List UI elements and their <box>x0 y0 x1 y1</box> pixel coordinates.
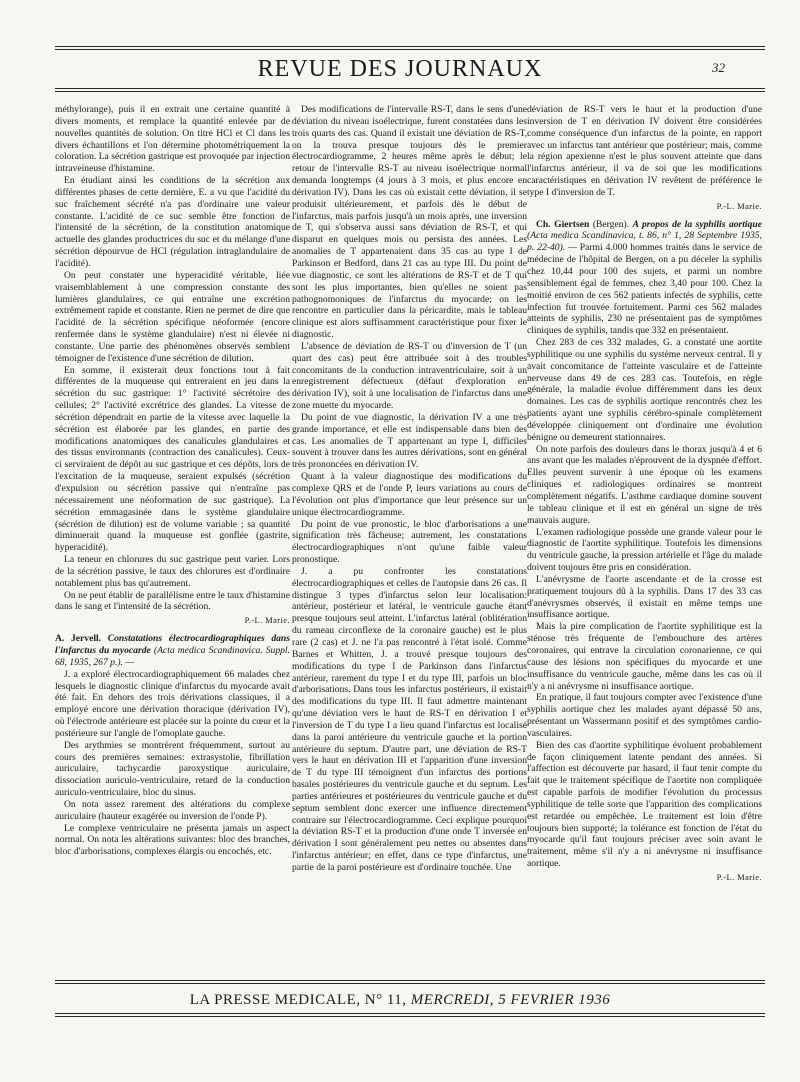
article-heading <box>55 633 290 669</box>
paragraph: On nota assez rarement des altérations du complexe auriculaire (hauteur exagérée ou inversion de l'onde P). <box>55 798 290 822</box>
header-rule-top-2 <box>55 49 765 50</box>
paragraph: J. a pu confronter les constatations électrocardiographiques et celles de l'autopsie dans 26 cas. Il distingue 3 types d'infarctus selon leur localisation: antérieur, postérieur et latéral, le ventricule gauche étant presque toujours seul atteint. L'infarctus latéral (oblitération du rameau circonflexe de la coronaire gauche) est le plus rare (2 cas) et J. ne l'a pas rencontré à l'état isolé. Comme Barnes et Whitten, J. a trouvé presque toujours des modifications du type I de Parkinson dans l'infarctus antérieur, rarement du type I et du type III, parfois un bloc d'arborisations. Dans tous les infarctus postérieurs, il existait des modifications du type III. Il faut admettre maintenant qu'une déviation vers le haut de RS-T en dérivation I et l'inversion de T du type I a lieu quand l'infarctus est localisé dans la paroi antérieure du ventricule gauche et la portion antérieure du septum. D'autre part, une déviation de RS-T vers le haut en dérivation III et l'apparition d'une inversion de T du type III témoignent d'un infarctus des portions basales postérieures du ventricule gauche et du septum. Les parties antérieures et postérieures du ventricule gauche et du septum semblent donc exercer une influence directement contraire sur l'électrocardiogramme. Ceci explique pourquoi la déviation RS-T et la production d'une onde T inversée en dérivation I sont généralement peu nettes ou absentes dans l'infarctus antérieur; en effet, dans ce type d'infarctus, une partie de la paroi postérieure est d'ordinaire touchée. Une <box>292 565 527 873</box>
header-rule-bottom-2 <box>55 91 765 92</box>
paragraph: Des modifications de l'intervalle RS-T, dans le sens d'une déviation du niveau isoélectrique, furent constatées dans les trois quarts des cas. Quand il existait une déviation de RS-T, on la trouva presque toujours dès le premier électrocardiogramme, 2 heures même après le début; le retour de l'intervalle RS-T au niveau isoélectrique normal demanda longtemps (4 jours à 3 mois, et plus encore en dérivation IV). Dans les cas où existait cette déviation, il se produisit ultérieurement, et parfois dès le début de l'infarctus, mais parfois jusqu'à un mois après, une inversion de T, qui s'observa aussi sans déviation de RS-T, et qui disparut en quelques mois ou persista des années. Les anomalies de T appartenaient dans 35 cas au type I de Parkinson et Bedford, dans 21 cas au type III. Du point de vue diagnostic, ce sont les altérations de RS-T et de T qui sont les plus importantes, bien qu'elles ne soient pas pathognomoniques de l'infarctus du myocarde; on les rencontre en particulier dans la péricardite, mais le tableau clinique est alors suffisamment caractéristique pour fixer le diagnostic. <box>292 104 527 341</box>
footer-rule-top <box>55 980 765 981</box>
paragraph: Le complexe ventriculaire ne présenta jamais un aspect normal. On nota les altérations suivantes: bloc des branches, bloc d'arborisations, complexes élargis ou encochés, etc. <box>55 822 290 858</box>
signature: P.-L. Marie. <box>716 872 762 882</box>
header-rule-top <box>55 46 765 47</box>
article-author: Ch. Giertsen <box>536 218 590 230</box>
column-right <box>527 104 762 894</box>
article-author: A. Jervell. <box>55 633 102 645</box>
paragraph: On ne peut établir de parallélisme entre le taux d'histamine dans le sang et l'intensité de la sécrétion. <box>55 589 290 613</box>
paragraph: L'examen radiologique possède une grande valeur pour le diagnostic de l'aortite syphilitique. Toutefois les dimensions du ventricule gauche, la pression artérielle et l'âge du malade doivent toujours être pris en considération. <box>527 526 762 574</box>
paragraph: Chez 283 de ces 332 malades, G. a constaté une aortite syphilitique ou une syphilis du système nerveux central. Il y avait concomitance de l'atteinte vasculaire et de l'atteinte nerveuse dans 49 de ces 283 cas. Toutefois, en règle générale, la maladie évolue différemment dans les deux domaines. Les cas de syphilis aortique rencontrés chez les patients ayant une syphilis cérébro-spinale complètement développée cliniquement ont d'ordinaire une évolution bénigne ou demeurent stationnaires. <box>527 337 762 443</box>
header-rule-bottom <box>55 88 765 89</box>
paragraph: méthylorange), puis il en extrait une certaine quantité à divers moments, et remplace la quantité enlevée par de nouvelles quantités de solution. On titre HCl et Cl dans les divers échantillons et l'on détermine photométriquement la coloration. La sécrétion gastrique est provoquée par injection intraveineuse d'histamine. <box>55 104 290 175</box>
paragraph: Mais la pire complication de l'aortite syphilitique est la sténose très fréquente de l'embouchure des artères coronaires, qui entrave la circulation coronarienne, ce qui cause des lésions non spécifiques du myocarde et une insuffisance du ventricule gauche, même dans les cas où il n'y a ni anévrysme ni insuffisance aortique. <box>527 621 762 692</box>
footer-date: MERCREDI, 5 FEVRIER 1936 <box>410 992 611 1008</box>
paragraph: L'absence de déviation de RS-T ou d'inversion de T (un quart des cas) peut être attribuée soit à des troubles concomitants de la conduction intraventriculaire, soit à un enregistrement défectueux (défaut d'exploration en dérivation IV), soit à une localisation de l'infarctus dans une zone muette du myocarde. <box>292 340 527 412</box>
article-heading <box>527 219 762 337</box>
signature: P.-L. Marie. <box>244 615 290 626</box>
article-title: A propos de la syphilis aortique <box>632 218 762 230</box>
paragraph: Des arythmies se montrèrent fréquemment, surtout au cours des premières semaines: extrasystolie, fibrillation auriculaire, tachycardie paroxystique auriculaire, dissociation auriculo-ventriculaire, retard de la conduction auriculo-ventriculaire, bloc du sinus. <box>55 739 290 799</box>
footer-journal: LA PRESSE MEDICALE, N° 11, <box>189 992 407 1008</box>
column-middle <box>292 104 527 1004</box>
article-title: Constatations électrocardiographiques dans l'infarctus du myocarde <box>55 633 291 656</box>
page-footer <box>0 992 800 1009</box>
article-lead: Parmi 4.000 hommes traités dans le service de médecine de l'hôpital de Bergen, on a pu déceler la syphilis chez 10,44 pour 100 des sujets, et parmi un nombre sensiblement égal de femmes, chez 3,40 pour 100. Chez la moitié environ de ces 562 patients infectés de syphilis, cette infection fut trouvée fortuitement. Parmi ces 562 malades atteints de syphilis, 230 ne présentaient pas de symptômes cliniques de syphilis, tandis que 332 en présentaient. <box>527 242 762 337</box>
paragraph: L'anévrysme de l'aorte ascendante et de la crosse est pratiquement toujours dû à la syphilis. Dans 17 des 33 cas d'anévrysmes observés, il existait en même temps une insuffisance aortique. <box>527 573 762 621</box>
paragraph: En étudiant ainsi les conditions de la sécrétion aux différentes phases de cette dernière, E. a vu que l'acidité du suc fraîchement sécrété n'a pas d'ordinaire une valeur constante. L'acidité de ce suc semble être fonction de l'intensité de la sécrétion, de la constitution anatomique actuelle des glandes productrices du suc et du mélange d'une sécrétion dépourvue de HCl (régulation intraglandulaire de l'acidité). <box>55 175 290 269</box>
paragraph: J. a exploré électrocardiographiquement 66 malades chez lesquels le diagnostic clinique d'infarctus du myocarde avait été fait. En dehors des trois dérivations classiques, il a employé encore une dérivation thoracique (dérivation IV), où l'électrode antérieure est placée sur la pointe du cœur et la postérieure sur l'angle de l'omoplate gauche. <box>55 668 290 739</box>
article-place: (Bergen). <box>592 218 630 230</box>
paragraph: déviation de RS-T vers le haut et la production d'une inversion de T en dérivation IV doivent être considérées comme conséquence d'un infarctus de la pointe, en rapport avec un infarctus tant antérieur que postérieur; mais, comme la région apexienne n'est le plus souvent atteinte que dans l'infarctus antérieur, il va de soi que les modifications caractéristiques en dérivation IV revêtent de préférence le type I d'inversion de T. <box>527 104 762 198</box>
page-number: 32 <box>712 60 725 75</box>
article-citation: (Acta medica Scandinavica. Suppl. 68, 1935, 267 p.). — <box>55 644 291 668</box>
footer-rule-bottom-2 <box>55 1016 765 1017</box>
paragraph: Quant à la valeur diagnostique des modifications du complexe QRS et de l'onde P, leurs variations au cours de l'évolution ont plus d'importance que leur présence sur un unique électrocardiogramme. <box>292 471 527 518</box>
article-citation: (Acta medica Scandinavica, t. 86, n° 1, 28 Septembre 1935, p. 22-40). — <box>527 230 762 254</box>
signature: P.-L. Marie. <box>716 200 762 211</box>
paragraph: Bien des cas d'aortite syphilitique évoluent probablement de façon cliniquement latente pendant des années. Si l'affection est découverte par hasard, il faut tenir compte du fait que le traitement spécifique de l'aortite non compliquée est capable parfois de modifier l'évolution du processus syphilitique de telle sorte que l'apparition des complications est retardée ou empêchée. Le traitement est loin d'être toujours bien supporté; la tolérance est fonction de l'état du myocarde qu'il faut toujours préciser avec soin avant le traitement, même s'il n'y a ni anévrysme ni insuffisance aortique. <box>527 739 762 870</box>
paragraph: Du point de vue diagnostic, la dérivation IV a une très grande importance, et elle est indispensable dans bien des cas. Les anomalies de T appartenant au type I, difficiles souvent à trouver dans les autres dérivations, sont en général très prononcées en dérivation IV. <box>292 411 527 471</box>
paragraph: La teneur en chlorures du suc gastrique peut varier. Lors de la sécrétion passive, le taux des chlorures est d'ordinaire notablement plus bas qu'autrement. <box>55 554 290 589</box>
column-left <box>55 104 290 964</box>
paragraph: On peut constater une hyperacidité véritable, liée vraisemblablement à une compression constante des lumières glandulaires, ce qui entraîne une excrétion extrêmement rapide et constante. Rien ne permet de dire que l'acidité de la sécrétion spécifique néoformée (encore renfermée dans le système glandulaire) n'est ni élevée ni constante. Une partie des phénomènes observés semblent témoigner de l'existence d'une sécrétion de dilution. <box>55 269 290 364</box>
footer-rule-top-2 <box>55 983 765 984</box>
section-title: REVUE DES JOURNAUX <box>257 56 543 82</box>
paragraph: En pratique, il faut toujours compter avec l'existence d'une syphilis aortique chez les malades ayant dépassé 50 ans, présentant un Wassermann positif et des symptômes cardio-vasculaires. <box>527 692 762 739</box>
paragraph: On note parfois des douleurs dans le thorax jusqu'à 4 et 6 ans avant que les malades n'éprouvent de la dyspnée d'effort. Elles peuvent survenir à une époque où les examens cliniques et radiologiques ordinaires se montrent complètement négatifs. L'asthme cardiaque domine souvent le tableau clinique et il est en général un signe de très mauvais augure. <box>527 443 762 526</box>
paragraph: Du point de vue pronostic, le bloc d'arborisations a une signification très fâcheuse; autrement, les constatations électrocardiographiques n'ont qu'une faible valeur pronostique. <box>292 518 527 566</box>
paragraph: En somme, il existerait deux fonctions tout à fait différentes de la muqueuse qui entreraient en jeu dans la sécrétion du suc gastrique: 1° l'activité sécrétoire des cellules; 2° l'activité excrétrice des glandes. La vitesse de sécrétion dépendrait en partie de la vitesse avec laquelle la sécrétion est élaborée par les glandes, en partie des modifications anatomiques des canalicules glandulaires et des tissus environnants (contraction des canalicules). Ceux-ci serviraient de dépôt au suc gastrique et ces dépôts, lors de l'excitation de la muqueuse, seraient expulsés (sécrétion d'expulsion ou sécrétion passive qui n'entraîne pas nécessairement une néoformation de suc gastrique). La sécrétion emmagasinée dans le système glandulaire (sécrétion de dilution) est de volume variable ; sa quantité diminuerait quand la muqueuse est gonflée (gastrite, hyperacidité). <box>55 364 290 554</box>
footer-rule-bottom <box>55 1013 765 1014</box>
